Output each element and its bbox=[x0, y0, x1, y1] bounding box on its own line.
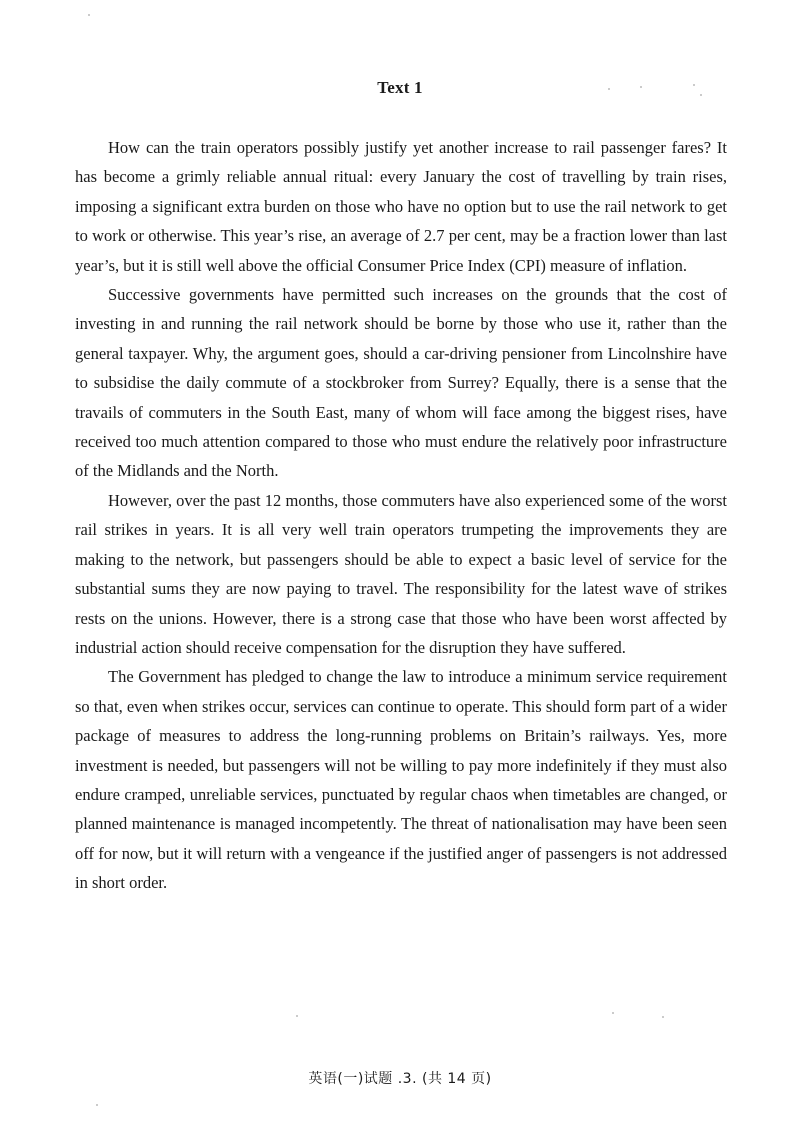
passage-body bbox=[75, 133, 727, 898]
page-title: Text 1 bbox=[377, 78, 423, 97]
paragraph-3: However, over the past 12 months, those commuters have also experienced some of the worst rail strikes in years. It is all very well train operators trumpeting the improvements they are making to the network, but passengers should be able to expect a basic level of service for the substantial sums they are now paying to travel. The responsibility for the latest wave of strikes rests on the unions. However, there is a strong case that those who have been worst affected by industrial action should receive compensation for the disruption they have suffered. bbox=[75, 490, 727, 657]
scan-speck bbox=[662, 1016, 664, 1018]
paragraph-2: Successive governments have permitted such increases on the grounds that the cost of investing in and running the rail network should be borne by those who use it, rather than the general taxpayer. Why, the argument goes, should a car-driving pensioner from Lincolnshire have to subsidise the daily commute of a stockbroker from Surrey? Equally, there is a sense that the travails of commuters in the South East, many of whom will face among the biggest rises, have received too much attention compared to those who must endure the relatively poor infrastructure of the Midlands and the North. bbox=[75, 285, 727, 481]
paragraph-4: The Government has pledged to change the law to introduce a minimum service requirement so that, even when strikes occur, services can continue to operate. This should form part of a wider package of measures to address the long-running problems on Britain’s railways. Yes, more investment is needed, but passengers will not be willing to pay more indefinitely if they must also endure cramped, unreliable services, punctuated by regular chaos when timetables are changed, or planned maintenance is managed incompetently. The threat of nationalisation may have been seen off for now, but it will return with a vengeance if the justified anger of passengers is not addressed in short order. bbox=[75, 667, 727, 893]
scan-speck bbox=[88, 14, 90, 16]
paragraph-1: How can the train operators possibly justify yet another increase to rail passenger fares? It has become a grimly reliable annual ritual: every January the cost of travelling by train rises, imposing a significant extra burden on those who have no option but to use the rail network to get to work or otherwise. This year’s rise, an average of 2.7 per cent, may be a fraction lower than last year’s, but it is still well above the official Consumer Price Index (CPI) measure of inflation. bbox=[75, 138, 727, 275]
scan-speck bbox=[640, 86, 642, 88]
scan-speck bbox=[608, 88, 610, 90]
scan-speck bbox=[612, 1012, 614, 1014]
scan-speck bbox=[700, 94, 702, 96]
scan-speck bbox=[296, 1015, 298, 1017]
scan-speck bbox=[693, 84, 695, 86]
scan-speck bbox=[96, 1104, 98, 1106]
page-footer: 英语(一)试题 .3. (共 14 页) bbox=[308, 1071, 492, 1087]
